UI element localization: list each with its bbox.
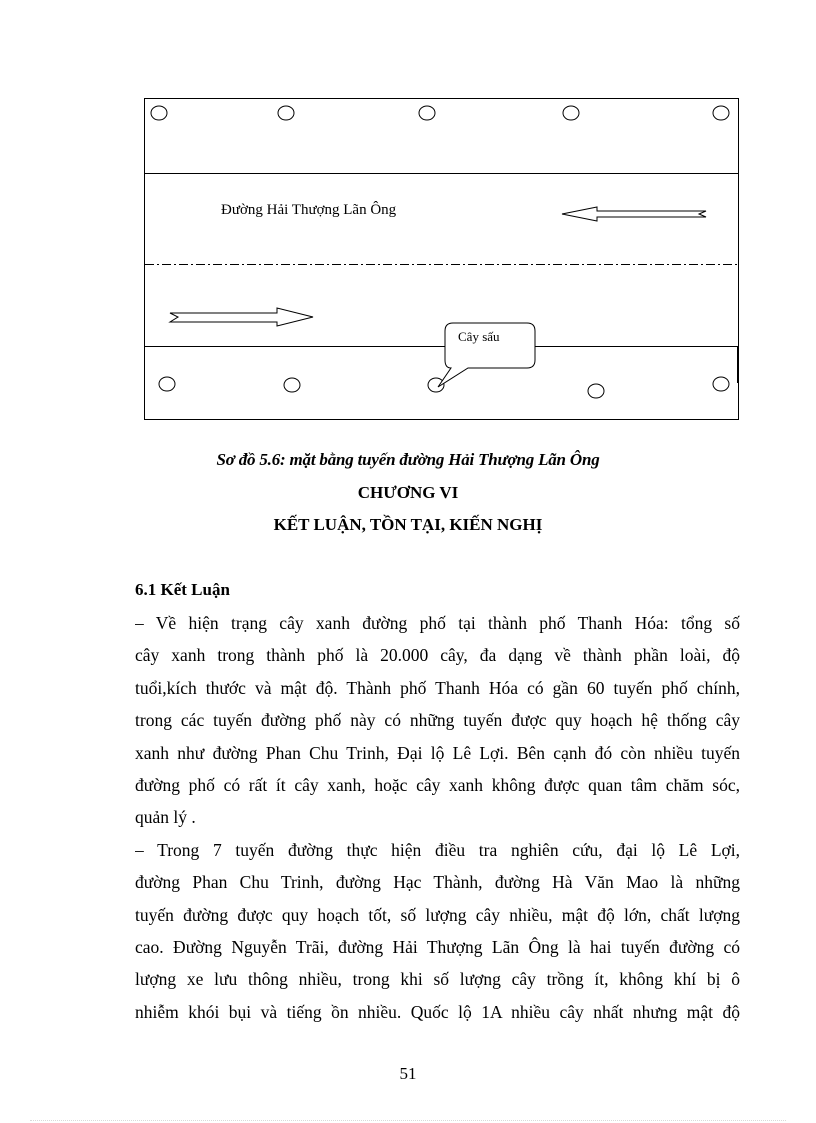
paragraph-line: trong các tuyến đường phố này có những tuyến được quy hoạch hệ thống cây <box>135 710 740 731</box>
paragraph-line: tuyến đường được quy hoạch tốt, số lượng cây nhiều, mật độ lớn, chất lượng <box>135 904 740 925</box>
tree-icon <box>588 384 604 398</box>
paragraph-line: quản lý . <box>135 807 196 828</box>
tree-icon <box>151 106 167 120</box>
paragraph-line: cây xanh trong thành phố là 20.000 cây, đa dạng về thành phần loài, độ <box>135 645 740 666</box>
chapter-title: KẾT LUẬN, TỒN TẠI, KIẾN NGHỊ <box>273 515 543 534</box>
paragraph-line: đường Phan Chu Trinh, đường Hạc Thành, đường Hà Văn Mao là những <box>135 872 740 893</box>
tree-icon <box>278 106 294 120</box>
diagram-frame <box>145 99 739 420</box>
arrow-left-icon <box>562 207 706 221</box>
paragraph-line: tuổi,kích thước và mật độ. Thành phố Thanh Hóa có gần 60 tuyến phố chính, <box>135 677 740 698</box>
tree-icon <box>713 377 729 391</box>
callout-label: Cây sấu <box>458 329 500 344</box>
chapter-heading: CHƯƠNG VI <box>357 483 459 502</box>
top-tree-row <box>151 106 729 120</box>
diagram-caption: Sơ đồ 5.6: mặt bằng tuyến đường Hải Thượng Lãn Ông <box>216 450 600 469</box>
section-heading: 6.1 Kết Luận <box>135 580 230 599</box>
paragraph-line: – Trong 7 tuyến đường thực hiện điều tra nghiên cứu, đại lộ Lê Lợi, <box>135 839 740 860</box>
page-bottom-rule <box>30 1120 786 1121</box>
page-number: 51 <box>399 1064 417 1083</box>
road-plan-diagram <box>0 0 816 440</box>
paragraph-line: xanh như đường Phan Chu Trinh, Đại lộ Lê Lợi. Bên cạnh đó còn nhiều tuyến <box>135 742 740 763</box>
road-label: Đường Hải Thượng Lãn Ông <box>221 202 397 218</box>
tree-icon <box>563 106 579 120</box>
tree-icon <box>159 377 175 391</box>
paragraph-line: đường phố có rất ít cây xanh, hoặc cây xanh không được quan tâm chăm sóc, <box>135 774 740 795</box>
paragraph-line: – Về hiện trạng cây xanh đường phố tại thành phố Thanh Hóa: tổng số <box>135 613 740 633</box>
paragraph-line: nhiễm khói bụi và tiếng ồn nhiều. Quốc lộ 1A nhiều cây nhất nhưng mật độ <box>135 1001 740 1022</box>
tree-icon <box>284 378 300 392</box>
paragraph-line: lượng xe lưu thông nhiều, trong khi số lượng cây trồng ít, không khí bị ô <box>135 969 740 990</box>
tree-icon <box>419 106 435 120</box>
paragraph-line: cao. Đường Nguyễn Trãi, đường Hải Thượng Lãn Ông là hai tuyến đường có <box>135 936 740 957</box>
tree-icon <box>713 106 729 120</box>
body-text <box>135 607 740 1028</box>
arrow-right-icon <box>170 308 313 326</box>
